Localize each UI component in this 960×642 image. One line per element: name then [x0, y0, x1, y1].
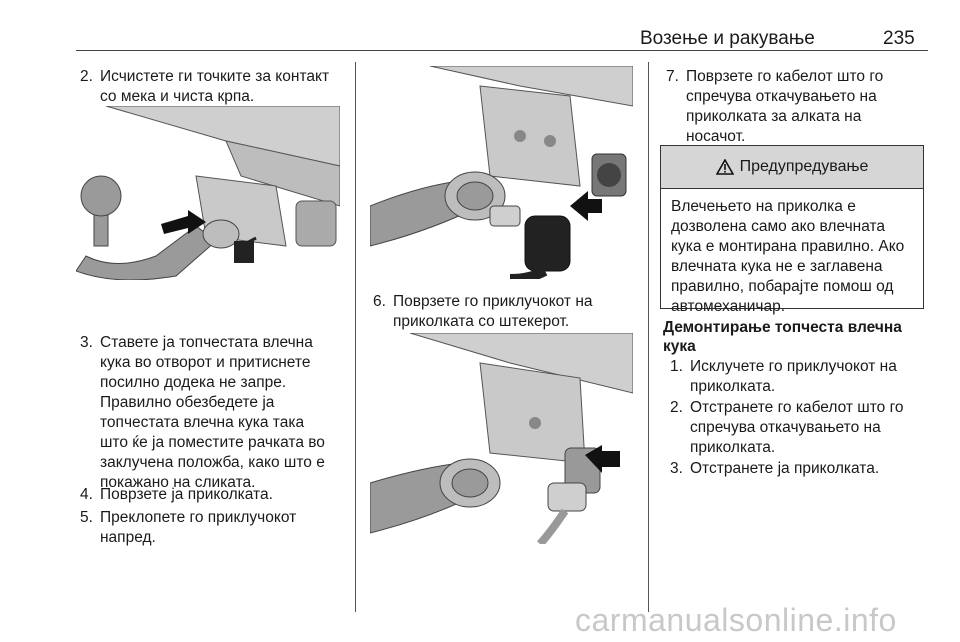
warning-line: дозволена само ако влечната: [671, 218, 886, 235]
figure-clean-contacts: [76, 106, 340, 280]
step-line: приколката.: [690, 439, 776, 456]
warning-line: кука е монтирана правилно. Ако: [671, 238, 905, 255]
warning-line: автомеханичар.: [671, 298, 786, 315]
removal-heading: [663, 318, 923, 356]
step-line: Отстранете ја приколката.: [690, 460, 880, 477]
step-number: 5.: [80, 509, 93, 526]
header-rule: [76, 50, 928, 51]
warning-line: влечната кука не е заглавена: [671, 258, 883, 275]
step-line: со мека и чиста крпа.: [100, 88, 255, 105]
step-number: 3.: [80, 334, 93, 351]
page-number: 235: [883, 28, 915, 49]
step-number: 2.: [670, 399, 683, 416]
note-line: покажано на сликата.: [100, 474, 256, 491]
step-line: носачот.: [686, 128, 746, 145]
step-line: Поврзете го кабелот што го: [686, 68, 884, 85]
step-number: 3.: [670, 460, 683, 477]
running-head: Возење и ракување: [640, 28, 815, 49]
warning-box: [660, 145, 924, 315]
warning-line: Влечењето на приколка е: [671, 198, 856, 215]
step-number: 2.: [80, 68, 93, 85]
warning-header: [661, 146, 923, 189]
step-line: Ставете ја топчестата влечна: [100, 334, 313, 351]
watermark: carmanualsonline.info: [575, 602, 897, 638]
step-line: напред.: [100, 529, 156, 546]
step-line: Исклучете го приклучокот на: [690, 358, 897, 375]
note-line: Правилно обезбедете ја: [100, 394, 275, 411]
step-line: Исчистете ги точките за контакт: [100, 68, 330, 85]
step-line: посилно додека не запре.: [100, 374, 287, 391]
step-number: 4.: [80, 486, 93, 503]
note-line: топчестата влечна кука така: [100, 414, 305, 431]
step-3-note: [100, 393, 350, 493]
step-line: спречува откачувањето на: [686, 88, 877, 105]
column-divider-1: [355, 62, 356, 612]
warning-title: Предупредување: [739, 158, 869, 175]
warning-text: [661, 189, 923, 317]
step-line: приколката за алката на: [686, 108, 862, 125]
step-line: Поврзете ја приколката.: [100, 486, 273, 503]
figure-fold-socket: [370, 66, 633, 279]
step-line: кука во отворот и притиснете: [100, 354, 311, 371]
heading-line: кука: [663, 338, 696, 355]
warning-triangle-icon: [716, 159, 734, 175]
figure-connect-plug: [370, 333, 633, 544]
step-line: Отстранете го кабелот што го: [690, 399, 904, 416]
step-number: 7.: [666, 68, 679, 85]
step-line: приколката.: [690, 378, 776, 395]
step-number: 6.: [373, 293, 386, 310]
warning-line: правилно, побарајте помош од: [671, 278, 894, 295]
note-line: што ќе ја поместите рачката во: [100, 434, 325, 451]
note-line: заклучена положба, како што е: [100, 454, 325, 471]
step-line: спречува откачувањето на: [690, 419, 881, 436]
heading-line: Демонтирање топчеста влечна: [663, 319, 902, 336]
step-line: Преклопете го приклучокот: [100, 509, 297, 526]
column-divider-2: [648, 62, 649, 612]
step-line: приколката со штекерот.: [393, 313, 570, 330]
step-number: 1.: [670, 358, 683, 375]
step-line: Поврзете го приклучокот на: [393, 293, 593, 310]
